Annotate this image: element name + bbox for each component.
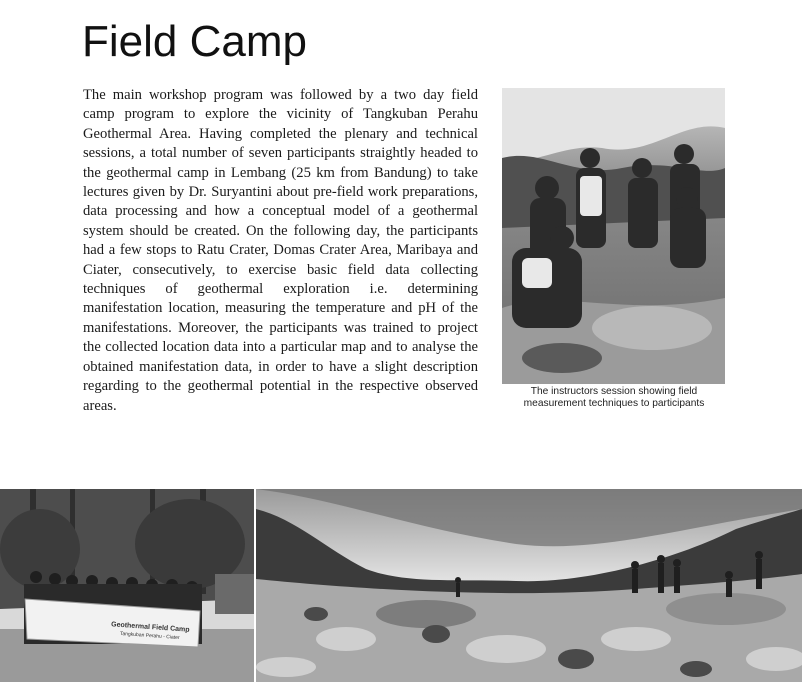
body-paragraph: The main workshop program was followed by a two day field camp program to explore the vicinity of Tangkuban Perahu Geothermal Area. Having completed the plenary and technical sessions, a total number of seven participants straightly headed to the geothermal camp in Lembang (25 km from Bandung) to take lectures given by Dr. Suryantini about pre-field work preparations, data processing and how a conceptual model of a geothermal system should be created. On the following day, the participants had a few stops to Ratu Crater, Domas Crater Area, Maribaya and Ciater, consecutively, to exercise basic field data collecting techniques of geothermal exploration i.e. determining manifestation location, measuring the temperature and pH of the manifestations. Moreover, the participants was trained to project the collected location data into a particular map and to analyse the obtained manifestation data, in order to have a slight description regarding to the geothermal potential in the respective observed areas.: [83, 87, 478, 414]
instructors-photo: [502, 88, 725, 384]
page-title: Field Camp: [82, 17, 307, 66]
photo-caption: The instructors session showing field measurement techniques to participants: [523, 386, 705, 409]
banner-subtitle: Tangkuban Perahu - Ciater: [119, 630, 180, 642]
banner-title: Geothermal Field Camp: [110, 621, 190, 634]
crater-panorama-photo: [256, 489, 802, 682]
group-photo: [0, 489, 254, 682]
